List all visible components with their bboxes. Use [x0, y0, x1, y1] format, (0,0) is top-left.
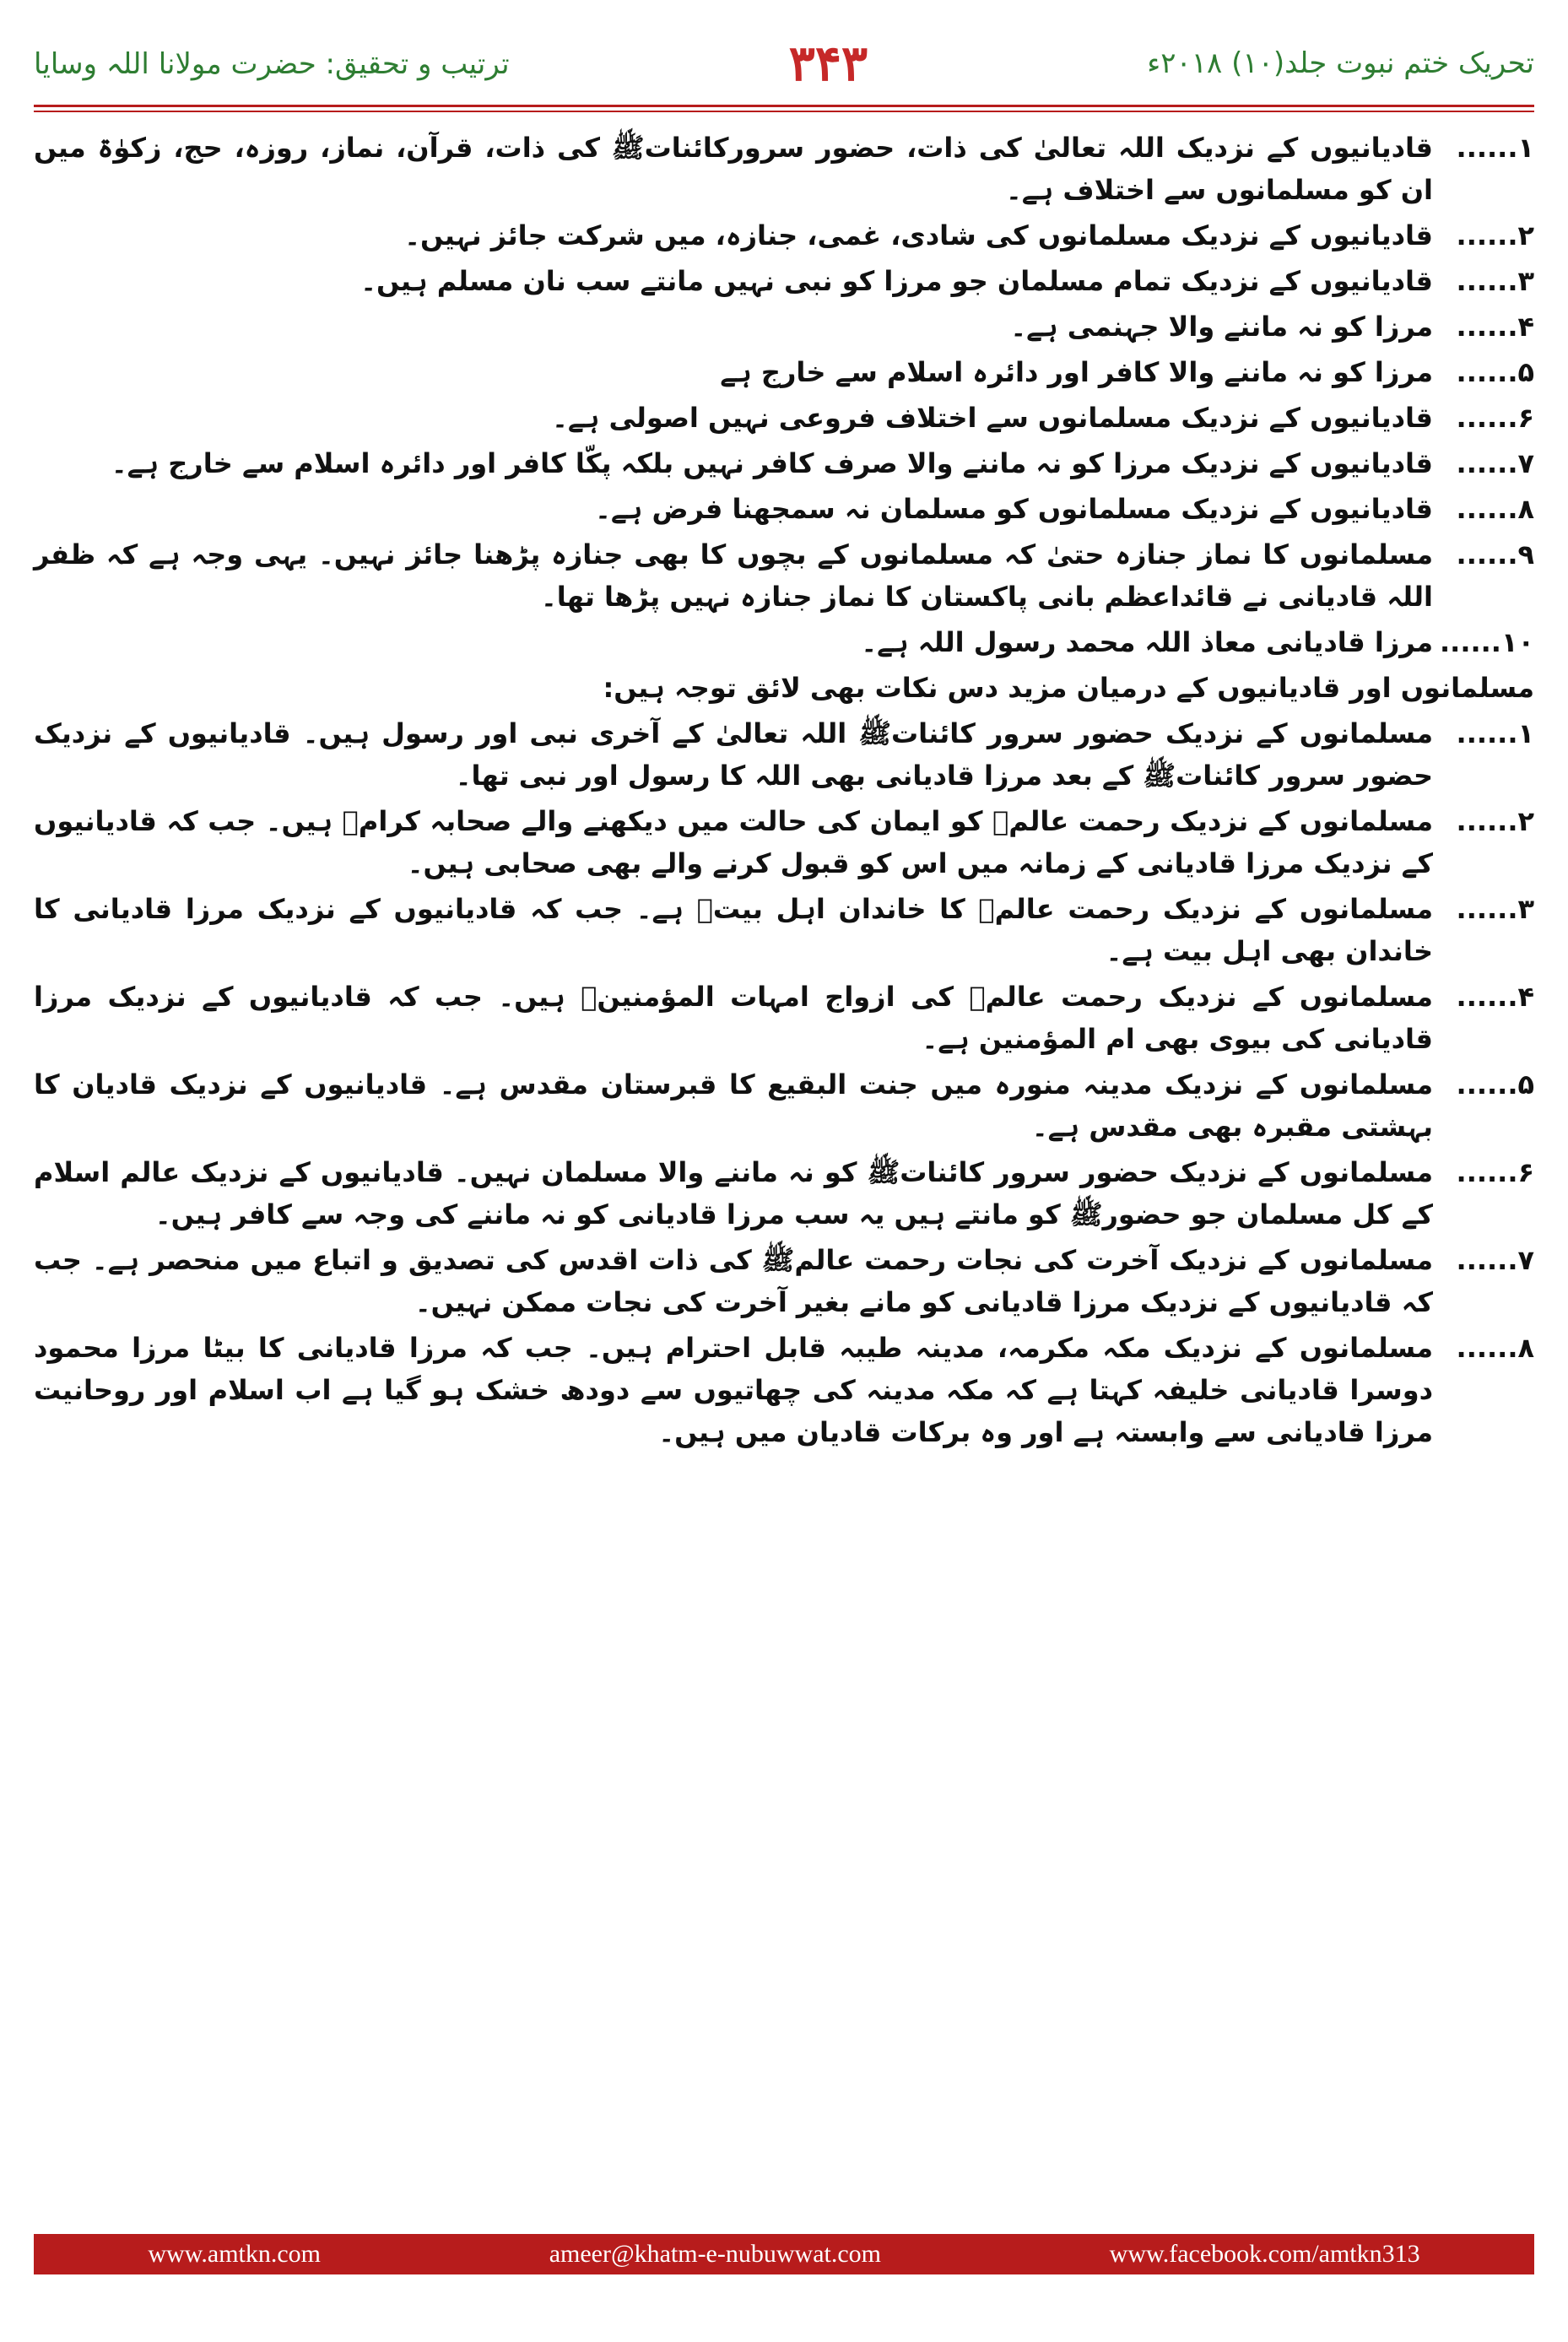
intro-line: مسلمانوں اور قادیانیوں کے درمیان مزید دس نکات بھی لائق توجہ ہیں: [603, 672, 1534, 704]
footer-website-link[interactable]: www.amtkn.com [148, 2240, 322, 2268]
list-further-points [34, 712, 1534, 1453]
item-number: ۲...... [1456, 805, 1534, 837]
item-number: ۱...... [1456, 132, 1534, 164]
list-item [34, 621, 1534, 663]
item-number: ۷...... [1456, 447, 1534, 479]
item-number: ۶...... [1456, 1156, 1534, 1188]
item-number: ۹...... [1456, 538, 1534, 571]
list-item [34, 306, 1534, 348]
item-text: مرزا قادیانی معاذ اللہ محمد رسول اللہ ہے۔ [861, 626, 1433, 658]
item-number: ۷...... [1456, 1244, 1534, 1276]
item-number: ۵...... [1456, 1068, 1534, 1101]
item-text: قادیانیوں کے نزدیک مرزا کو نہ ماننے والا صرف کافر نہیں بلکہ پکّا کافر اور دائرہ اسلام سے خارج ہے۔ [111, 447, 1433, 479]
list-item [34, 800, 1534, 884]
item-text: مسلمانوں کے نزدیک مکہ مکرمہ، مدینہ طیبہ قابل احترام ہیں۔ جب کہ مرزا قادیانی کا بیٹا مرزا محمود دوسرا قادیانی خلیفہ کہتا ہے کہ مکہ مدینہ کی چھاتیوں سے دودھ خشک ہو گیا ہے اب اسلام اور روحانیت مرزا قادیانی سے وابستہ ہے اور وہ برکات قادیان میں ہیں۔ [34, 1332, 1434, 1448]
list-differences [34, 127, 1534, 663]
header-book-title: تحریک ختم نبوت جلد(۱۰) ۲۰۱۸ء [1147, 46, 1534, 80]
item-text: مرزا کو نہ ماننے والا کافر اور دائرہ اسلام سے خارج ہے [720, 356, 1433, 388]
item-text: قادیانیوں کے نزدیک اللہ تعالیٰ کی ذات، حضور سرورکائناتﷺ کی ذات، قرآن، نماز، روزہ، حج، زکوٰۃ میں ان کو مسلمانوں سے اختلاف ہے۔ [34, 132, 1433, 206]
list-item [34, 442, 1534, 484]
item-text: قادیانیوں کے نزدیک مسلمانوں کو مسلمان نہ سمجھنا فرض ہے۔ [595, 493, 1433, 525]
page-body [34, 127, 1534, 2148]
list-item [34, 214, 1534, 257]
item-text: مسلمانوں کا نماز جنازہ حتیٰ کہ مسلمانوں کے بچوں کا بھی جنازہ پڑھنا جائز نہیں۔ یہی وجہ ہے کہ ظفر اللہ قادیانی نے قائداعظم بانی پاکستان کا نماز جنازہ نہیں پڑھا تھا۔ [34, 538, 1433, 613]
item-text: مرزا کو نہ ماننے والا جہنمی ہے۔ [1010, 311, 1433, 343]
list-item [34, 533, 1534, 618]
item-text: قادیانیوں کے نزدیک مسلمانوں کی شادی، غمی، جنازہ، میں شرکت جائز نہیں۔ [404, 219, 1433, 252]
footer-facebook-link[interactable]: www.facebook.com/amtkn313 [1109, 2240, 1420, 2268]
item-number: ۴...... [1456, 311, 1534, 343]
list-item [34, 1063, 1534, 1148]
header-rule [34, 105, 1534, 107]
list-item [34, 976, 1534, 1060]
item-text: قادیانیوں کے نزدیک مسلمانوں سے اختلاف فروعی نہیں اصولی ہے۔ [552, 402, 1433, 434]
item-text: مسلمانوں کے نزدیک حضور سرور کائناتﷺ اللہ تعالیٰ کے آخری نبی اور رسول ہیں۔ قادیانیوں کے نزدیک حضور سرور کائناتﷺ کے بعد مرزا قادیانی بھی اللہ کا رسول اور نبی تھا۔ [34, 717, 1433, 792]
list-item [34, 1327, 1534, 1453]
header-rule-secondary [34, 111, 1534, 112]
item-number: ۲...... [1456, 219, 1534, 252]
item-number: ۸...... [1456, 1332, 1534, 1364]
list-item [34, 127, 1534, 211]
header-compiler: ترتیب و تحقیق: حضرت مولانا اللہ وسایا [34, 46, 510, 81]
item-number: ۸...... [1456, 493, 1534, 525]
list-item [34, 260, 1534, 302]
list-item [34, 1151, 1534, 1236]
list-item [34, 488, 1534, 530]
item-text: مسلمانوں کے نزدیک رحمت عالمﷺ کا خاندان اہل بیتؓ ہے۔ جب کہ قادیانیوں کے نزدیک مرزا قادیانی کا خاندان بھی اہل بیت ہے۔ [34, 893, 1433, 967]
item-text: مسلمانوں کے نزدیک رحمت عالمﷺ کو ایمان کی حالت میں دیکھنے والے صحابہ کرامؓ ہیں۔ جب کہ قادیانیوں کے نزدیک مرزا قادیانی کے زمانہ میں اس کو قبول کرنے والے بھی صحابی ہیں۔ [34, 805, 1433, 879]
item-number: ۳...... [1456, 265, 1534, 297]
list-item [34, 351, 1534, 393]
item-text: مسلمانوں کے نزدیک آخرت کی نجات رحمت عالمﷺ کی ذات اقدس کی تصدیق و اتباع میں منحصر ہے۔ جب کہ قادیانیوں کے نزدیک مرزا قادیانی کو مانے بغیر آخرت کی نجات ممکن نہیں۔ [34, 1244, 1433, 1318]
item-text: قادیانیوں کے نزدیک تمام مسلمان جو مرزا کو نبی نہیں مانتے سب نان مسلم ہیں۔ [360, 265, 1433, 297]
item-number: ۱...... [1456, 717, 1534, 749]
page-footer [34, 2234, 1534, 2274]
item-text: مسلمانوں کے نزدیک رحمت عالمﷺ کی ازواج امہات المؤمنینؓ ہیں۔ جب کہ قادیانیوں کے نزدیک مرزا قادیانی کی بیوی بھی ام المؤمنین ہے۔ [34, 981, 1433, 1055]
list-item [34, 397, 1534, 439]
page-header [34, 25, 1534, 101]
item-text: مسلمانوں کے نزدیک حضور سرور کائناتﷺ کو نہ ماننے والا مسلمان نہیں۔ قادیانیوں کے نزدیک عالم اسلام کے کل مسلمان جو حضورﷺ کو مانتے ہیں یہ سب مرزا قادیانی کو نہ ماننے کی وجہ سے کافر ہیں۔ [34, 1156, 1433, 1230]
item-number: ۵...... [1456, 356, 1534, 388]
list-item [34, 712, 1534, 797]
item-number: ۱۰...... [1440, 626, 1534, 658]
page-number: ۳۴۳ [788, 35, 868, 92]
list-item [34, 1239, 1534, 1323]
item-number: ۶...... [1456, 402, 1534, 434]
item-text: مسلمانوں کے نزدیک مدینہ منورہ میں جنت البقیع کا قبرستان مقدس ہے۔ قادیانیوں کے نزدیک قادیان کا بہشتی مقبرہ بھی مقدس ہے۔ [34, 1068, 1433, 1143]
item-number: ۴...... [1456, 981, 1534, 1013]
item-number: ۳...... [1456, 893, 1534, 925]
footer-email-link[interactable]: ameer@khatm-e-nubuwwat.com [549, 2240, 881, 2268]
list-item [34, 888, 1534, 972]
